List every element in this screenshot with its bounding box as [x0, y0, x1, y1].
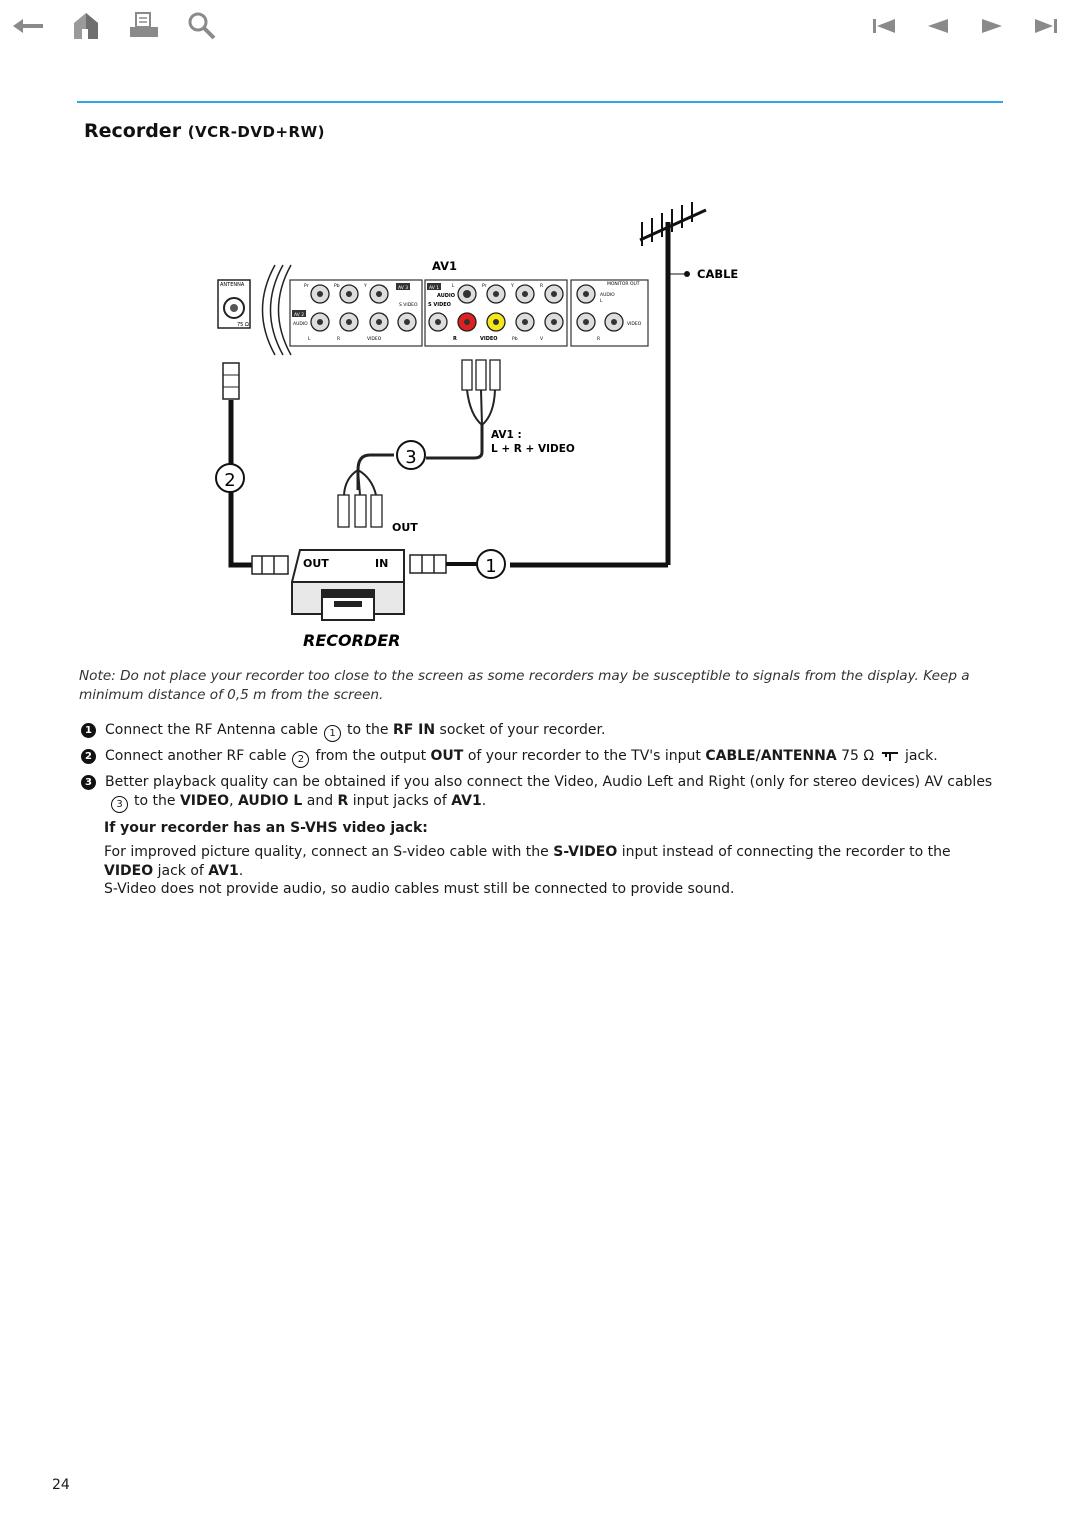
svg-text:V: V	[540, 337, 544, 342]
nav-left	[8, 8, 222, 44]
first-page-button[interactable]	[864, 8, 904, 44]
av1-inputs-label-1: AV1 :	[491, 429, 522, 441]
step-3: 3 Better playback quality can be obtained if you also connect the Video, Audio Left and Right (only for stereo devices) AV cables3 to the VIDEO, AUDIO L and R input jacks of AV1.	[80, 773, 1010, 813]
cable-label: CABLE	[697, 267, 739, 281]
callout-2	[216, 464, 244, 492]
svhs-paragraph: For improved picture quality, connect an S-video cable with the S-VIDEO input instead of connecting the recorder to the VIDEO jack of AV1. S-Video does not provide audio, so audio cables must still be connected to provide sound.	[104, 844, 951, 897]
svg-text:AV 2: AV 2	[294, 313, 305, 318]
svg-text:2: 2	[224, 470, 236, 491]
callout-1	[477, 550, 505, 578]
last-page-button[interactable]	[1026, 8, 1066, 44]
svg-text:VIDEO: VIDEO	[367, 337, 382, 342]
svg-text:AV 1: AV 1	[429, 286, 440, 291]
svhs-heading: If your recorder has an S-VHS video jack:	[104, 820, 428, 836]
svg-text:ANTENNA: ANTENNA	[220, 282, 245, 288]
previous-page-icon	[926, 17, 950, 35]
svg-text:Y: Y	[364, 284, 367, 289]
svg-text:75 Ω: 75 Ω	[237, 322, 249, 328]
back-button[interactable]	[8, 8, 48, 44]
svg-text:R: R	[337, 337, 341, 342]
print-button[interactable]	[124, 8, 164, 44]
av-out-label: OUT	[392, 521, 418, 534]
step-1: 1 Connect the RF Antenna cable 1 to the RF IN socket of your recorder.	[80, 721, 1010, 742]
connection-diagram	[200, 195, 760, 655]
svg-text:R: R	[453, 336, 457, 342]
tv-connector-panel	[290, 280, 648, 346]
svg-text:R: R	[540, 284, 544, 289]
search-button[interactable]	[182, 8, 222, 44]
previous-page-button[interactable]	[918, 8, 958, 44]
first-page-icon	[871, 17, 897, 35]
next-page-icon	[980, 17, 1004, 35]
svg-text:AUDIO: AUDIO	[600, 293, 615, 298]
recorder-in-label: IN	[375, 557, 389, 570]
roof-antenna-icon	[640, 202, 706, 565]
step-bullet: 2	[81, 749, 96, 764]
recorder-label: RECORDER	[303, 631, 401, 650]
svg-text:L: L	[308, 337, 311, 342]
svg-text:Y: Y	[511, 284, 514, 289]
svg-text:Pr: Pr	[304, 284, 309, 289]
svg-text:MONITOR OUT: MONITOR OUT	[607, 282, 640, 287]
title-sub: (VCR-DVD+RW)	[187, 123, 325, 141]
svg-text:Pb: Pb	[512, 337, 518, 342]
svhs-note: S-Video does not provide audio, so audio cables must still be connected to provide sound.	[104, 881, 735, 897]
svg-text:3: 3	[405, 447, 417, 468]
callout-ref: 3	[111, 796, 128, 813]
callout-3	[397, 441, 425, 469]
svg-text:AV 3: AV 3	[398, 286, 409, 291]
last-page-icon	[1033, 17, 1059, 35]
step-bullet: 3	[81, 775, 96, 790]
antenna-socket	[218, 280, 250, 328]
callout-ref: 1	[324, 725, 341, 742]
svg-text:L: L	[600, 299, 603, 304]
recorder-device	[292, 550, 404, 620]
search-icon	[187, 11, 217, 41]
home-icon	[72, 11, 100, 41]
recorder-out-label: OUT	[303, 557, 329, 570]
step-bullet: 1	[81, 723, 96, 738]
svg-text:AUDIO: AUDIO	[437, 293, 456, 299]
page-number: 24	[52, 1477, 70, 1493]
svg-text:L: L	[452, 284, 455, 289]
svg-text:S VIDEO: S VIDEO	[399, 303, 418, 308]
rf-plug-out	[252, 556, 288, 574]
svg-text:1: 1	[485, 556, 497, 577]
step-2: 2 Connect another RF cable 2 from the output OUT of your recorder to the TV's input CABLE/ANTENNA 75 Ω jack.	[80, 747, 1010, 768]
svg-text:VIDEO: VIDEO	[480, 336, 498, 342]
home-button[interactable]	[66, 8, 106, 44]
rf-plug-in	[410, 555, 446, 573]
svg-text:S VIDEO: S VIDEO	[428, 302, 451, 308]
callout-ref: 2	[292, 751, 309, 768]
note-text: Note: Do not place your recorder too close to the screen as some recorders may be susceptible to signals from the display. Keep a minimum distance of 0,5 m from the screen.	[79, 668, 970, 703]
next-page-button[interactable]	[972, 8, 1012, 44]
title-main: Recorder	[84, 120, 182, 142]
av1-inputs-label-2: L + R + VIDEO	[491, 443, 575, 455]
svg-text:AUDIO: AUDIO	[293, 322, 308, 327]
av1-label: AV1	[432, 259, 458, 273]
steps-list	[80, 721, 1010, 818]
svg-text:Pb: Pb	[334, 284, 340, 289]
svg-text:VIDEO: VIDEO	[627, 322, 642, 327]
svg-text:Pr: Pr	[482, 284, 487, 289]
back-icon	[11, 16, 45, 36]
nav-right	[864, 8, 1066, 44]
header-rule	[77, 101, 1003, 103]
svg-text:R: R	[597, 337, 601, 342]
print-icon	[128, 11, 160, 41]
antenna-symbol-icon	[881, 751, 899, 761]
page-title	[84, 120, 325, 142]
